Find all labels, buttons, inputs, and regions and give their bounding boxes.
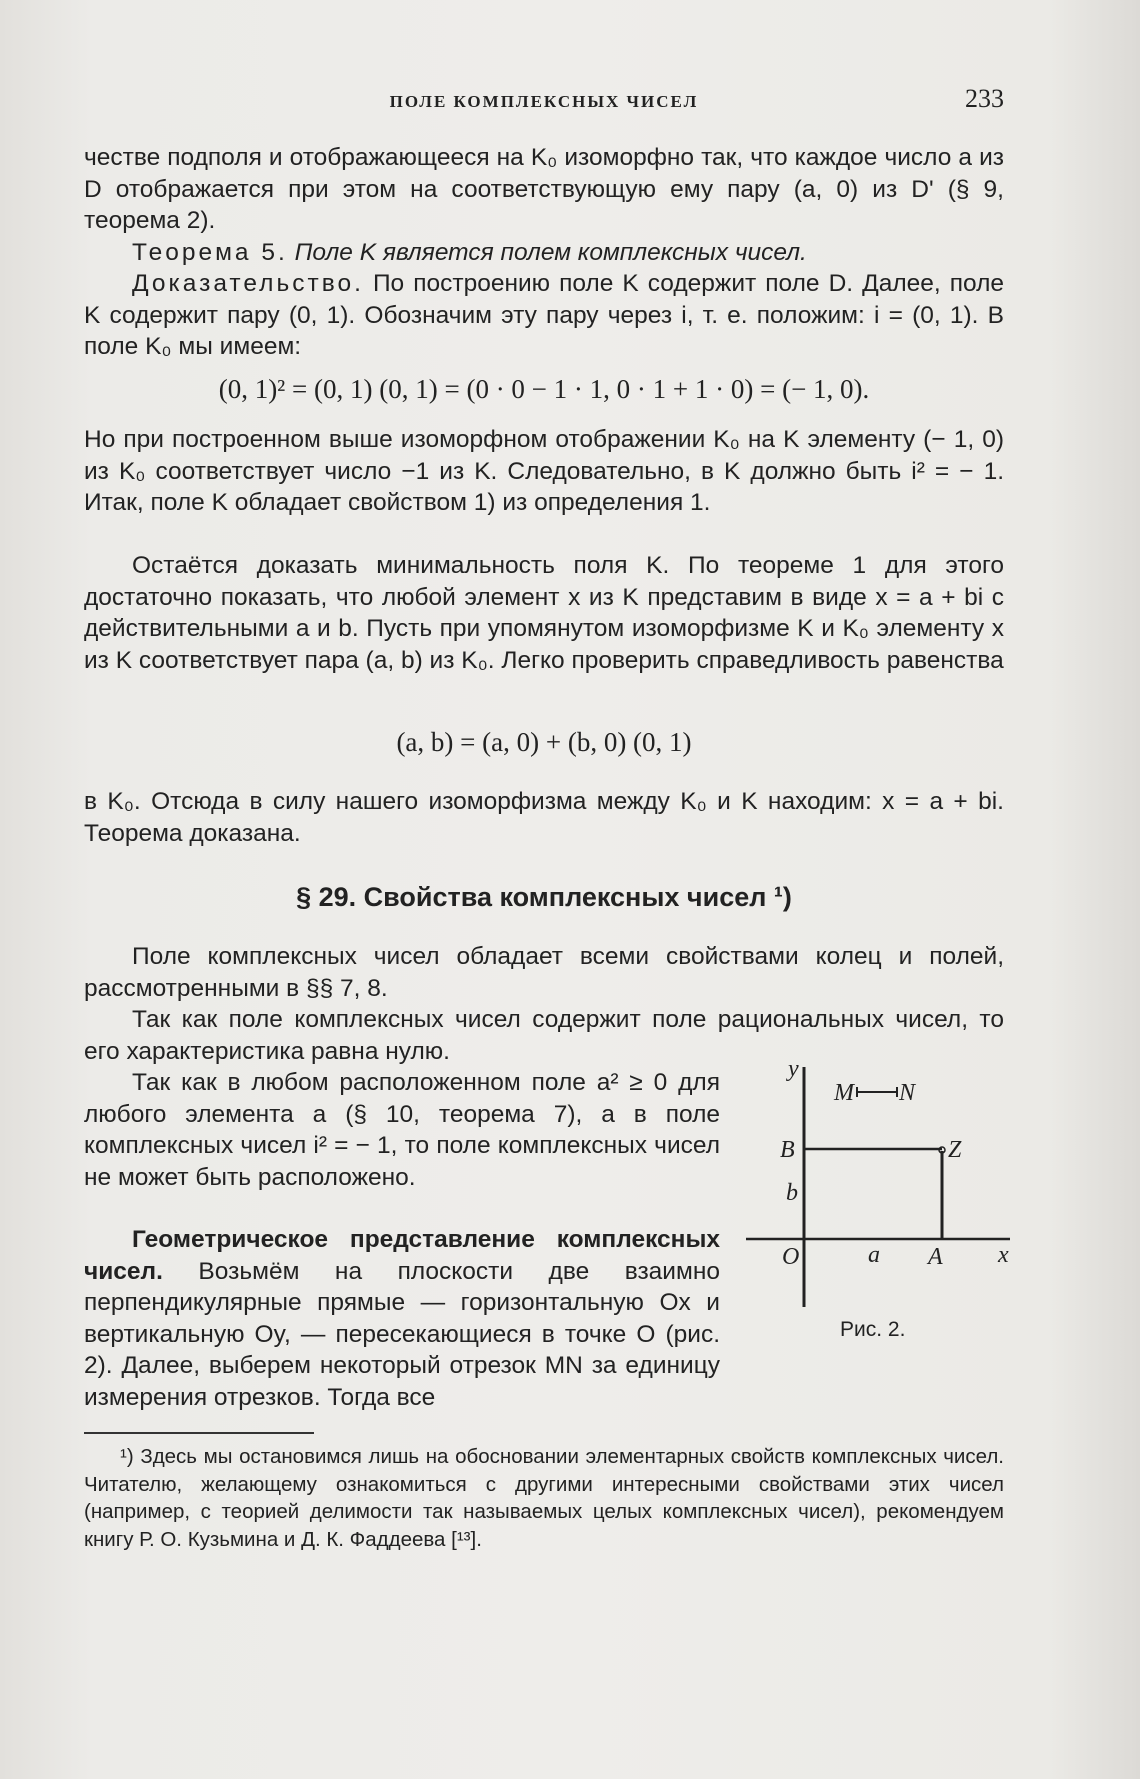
theorem-label: Теорема 5. [132, 239, 288, 266]
figure-diagram [740, 1052, 1020, 1352]
footnote-rule [84, 1432, 314, 1434]
theorem-statement: Поле K является полем комплексных чисел. [294, 239, 807, 266]
paragraph-minimality: Остаётся доказать минимальность поля K. По теореме 1 для этого достаточно показать, что любой элемент x из K представим в виде x = a + bi с действительными a и b. Пусть при упомянутом изоморфизме K и K₀ элементу x из K соответствует пара (a, b) из K₀. Легко проверить справедливость равенства [84, 552, 1004, 674]
geometric-text: Возьмём на плоскости две взаимно перпендикулярные прямые — горизонтальную Ox и вертикальную Oy, — пересекающиеся в точке O (рис. 2). Далее, выберем некоторый отрезок MN за единицу измерения отрезков. Тогда все [84, 1257, 720, 1411]
section-title: § 29. Свойства комплексных чисел ¹) [296, 882, 792, 912]
paragraph-proof-end: в K₀. Отсюда в силу нашего изоморфизма между K₀ и K находим: x = a + bi. Теорема доказана. [84, 788, 1004, 847]
page-header [84, 84, 1004, 124]
paragraph-geometric [84, 1224, 720, 1411]
label-z: Z [948, 1137, 962, 1163]
figure-caption: Рис. 2. [840, 1318, 906, 1341]
label-m: M [834, 1080, 854, 1106]
figure-2 [740, 1052, 1020, 1352]
geometric-heading: Геометрическое представление комплексных чисел. [84, 1226, 720, 1285]
label-a: a [868, 1242, 880, 1268]
label-n: N [899, 1080, 916, 1106]
footnote: ¹) Здесь мы остановимся лишь на обосновании элементарных свойств комплексных чисел. Читателю, желающему ознакомиться с другими интересными свойствами этих чисел (например, с теорией делимости так называемых целых комплексных чисел), рекомендуем книгу Р. О. Кузьмина и Д. К. Фаддеева [¹³]. [84, 1445, 1004, 1551]
label-a-point: A [928, 1244, 943, 1270]
label-b: b [786, 1180, 798, 1206]
label-b-point: B [780, 1137, 795, 1163]
paragraph-isomorphism: Но при построенном выше изоморфном отображении K₀ на K элементу (− 1, 0) из K₀ соответствует число −1 из K. Следовательно, в K должно быть i² = − 1. Итак, поле K обладает свойством 1) из определения 1. [84, 426, 1004, 516]
theorem-5 [84, 237, 1004, 269]
proof-paragraph [84, 268, 1004, 363]
paragraph-characteristic: Так как поле комплексных чисел содержит поле рациональных чисел, то его характеристика равна нулю. [84, 1006, 1004, 1065]
proof-text: По построению поле K содержит поле D. Далее, поле K содержит пару (0, 1). Обозначим эту пару через i, т. е. положим: i = (0, 1). В поле K₀ мы имеем: [84, 270, 1005, 360]
label-o: O [782, 1244, 800, 1270]
paragraph-ring-properties: Поле комплексных чисел обладает всеми свойствами колец и полей, рассмотренными в §§ 7, 8. [84, 943, 1004, 1002]
running-head: ПОЛЕ КОМПЛЕКСНЫХ ЧИСЕЛ [389, 92, 699, 111]
page-number: 233 [965, 84, 1004, 113]
equation-pair-decomposition: (a, b) = (a, 0) + (b, 0) (0, 1) [396, 727, 692, 757]
paragraph-not-ordered: Так как в любом расположенном поле a² ≥ 0 для любого элемента a (§ 10, теорема 7), а в поле комплексных чисел i² = − 1, то поле комплексных чисел не может быть расположено. [84, 1069, 720, 1191]
label-x: x [998, 1242, 1009, 1268]
proof-label: Доказательство. [132, 270, 364, 297]
label-y: y [788, 1056, 799, 1082]
equation-i-squared: (0, 1)² = (0, 1) (0, 1) = (0 · 0 − 1 · 1, 0 · 1 + 1 · 0) = (− 1, 0). [218, 374, 870, 404]
paragraph-continuation: честве подполя и отображающееся на K₀ изоморфно так, что каждое число a из D отображается при этом на соответствующую ему пару (a, 0) из D' (§ 9, теорема 2). [84, 144, 1004, 234]
